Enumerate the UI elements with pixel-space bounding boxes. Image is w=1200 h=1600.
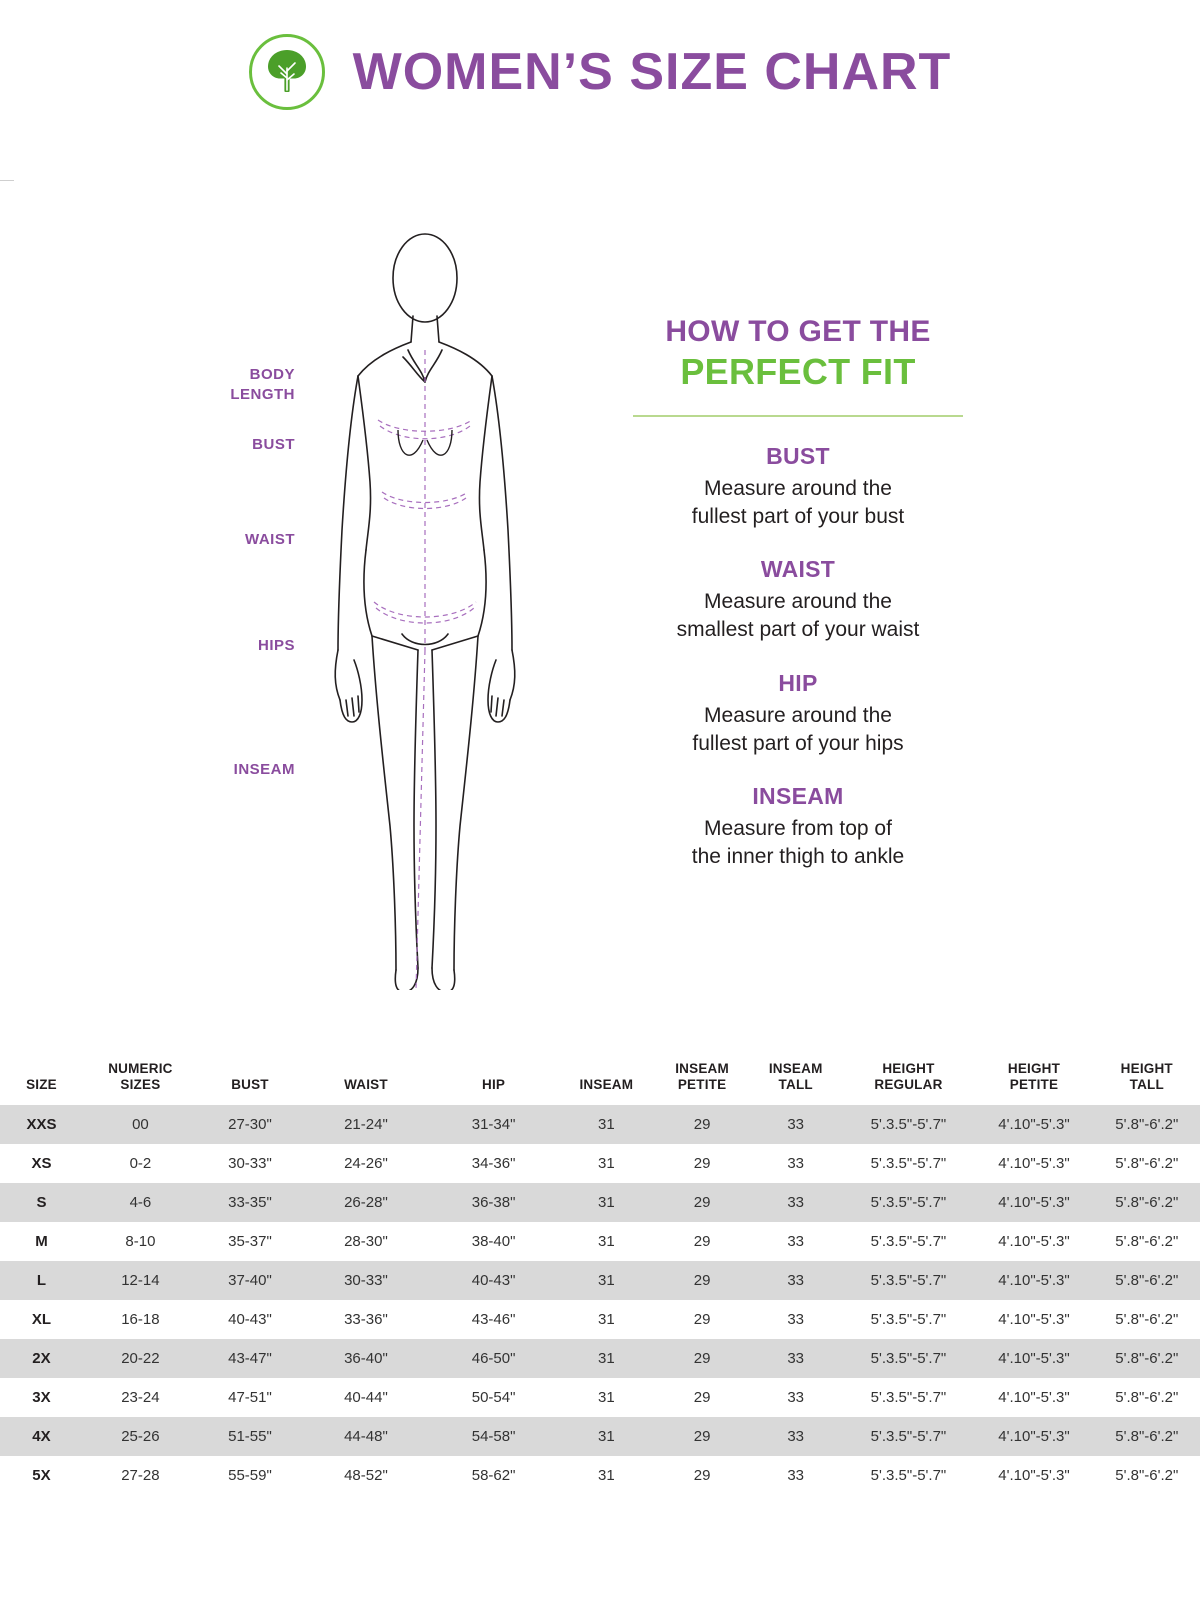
figure-label-body-length [145, 365, 295, 406]
figure-label-inseam: INSEAM [233, 761, 295, 778]
fit-guide-item-bust-desc-line1: Measure around the [704, 477, 892, 500]
table-cell: 31-34" [430, 1105, 558, 1144]
table-cell: 35-37" [228, 1233, 272, 1251]
column-header-inseam-tall [749, 1055, 843, 1105]
table-cell: 29 [655, 1105, 749, 1144]
table-cell-size: 3X [32, 1389, 51, 1407]
table-cell-size: M [35, 1233, 48, 1251]
table-cell: 33 [787, 1467, 805, 1485]
column-header-hip [430, 1055, 558, 1105]
table-cell: 5'.3.5"-5'.7" [843, 1105, 975, 1144]
column-header-height-tall-line2: TALL [1129, 1077, 1164, 1093]
table-cell: 24-26" [344, 1155, 388, 1173]
table-cell: 31 [598, 1233, 615, 1251]
table-cell: 5'.8"-6'.2" [1094, 1339, 1200, 1378]
table-cell: 33 [787, 1233, 805, 1251]
fit-guide-item-waist-title: WAIST [760, 556, 836, 583]
table-cell: 33 [749, 1417, 843, 1456]
table-cell: 4'.10"-5'.3" [974, 1183, 1093, 1222]
table-row [0, 1261, 1200, 1300]
table-body [0, 1105, 1200, 1495]
fit-guide-item-waist-desc-line2: smallest part of your waist [676, 618, 920, 642]
table-cell: 36-40" [302, 1339, 430, 1378]
fit-guide-item-bust-title: BUST [766, 443, 830, 469]
column-header-bust-line1: BUST [231, 1077, 269, 1093]
table-cell: 5'.3.5"-5'.7" [843, 1339, 975, 1378]
table-cell: 33 [787, 1155, 805, 1173]
column-header-height-petite-line2: PETITE [1009, 1077, 1059, 1093]
column-header-height-regular-line2: REGULAR [874, 1077, 943, 1093]
table-row [0, 1105, 1200, 1144]
table-cell: 4'.10"-5'.3" [998, 1155, 1070, 1173]
table-cell: 30-33" [302, 1261, 430, 1300]
table-cell: 4'.10"-5'.3" [998, 1467, 1070, 1485]
table-cell: 27-28 [121, 1467, 160, 1485]
table-cell: 58-62" [471, 1467, 516, 1485]
column-header-inseam [557, 1055, 655, 1105]
table-cell-size: S [0, 1183, 83, 1222]
table-cell: 5'.3.5"-5'.7" [870, 1233, 947, 1251]
table-cell: 16-18 [121, 1311, 160, 1329]
column-header-inseam-petite-line1: INSEAM [675, 1061, 729, 1076]
table-cell: 31 [598, 1155, 615, 1173]
table-cell: 5'.3.5"-5'.7" [870, 1311, 947, 1329]
table-cell: 4-6 [83, 1183, 198, 1222]
table-cell: 44-48" [302, 1417, 430, 1456]
table-cell: 31 [557, 1339, 655, 1378]
table-cell: 29 [655, 1183, 749, 1222]
table-cell-size: L [0, 1261, 83, 1300]
table-cell: 20-22 [83, 1339, 198, 1378]
fit-guide-item-waist-desc-line1: Measure around the [704, 590, 892, 614]
table-row [0, 1300, 1200, 1339]
table-cell: 31 [557, 1417, 655, 1456]
table-cell: 33 [787, 1311, 805, 1329]
table-cell: 29 [693, 1467, 711, 1485]
table-cell: 29 [655, 1339, 749, 1378]
table-cell: 36-38" [430, 1183, 558, 1222]
table-cell: 5'.3.5"-5'.7" [843, 1417, 975, 1456]
table-cell: 28-30" [344, 1233, 388, 1251]
table-row [0, 1339, 1200, 1378]
table-row [0, 1378, 1200, 1417]
fit-guide-heading-line1: HOW TO GET THE [665, 315, 931, 348]
table-cell-size: XL [31, 1311, 52, 1329]
table-cell: 43-46" [471, 1311, 516, 1329]
table-cell: 54-58" [430, 1417, 558, 1456]
fit-guide-item-hip [598, 670, 998, 757]
column-header-hip-line1: HIP [482, 1077, 506, 1093]
table-cell: 51-55" [198, 1417, 302, 1456]
table-cell: 33-35" [198, 1183, 302, 1222]
table-cell: 5'.8"-6'.2" [1094, 1417, 1200, 1456]
table-cell: 31 [598, 1311, 615, 1329]
table-cell: 5'.8"-6'.2" [1115, 1311, 1179, 1329]
table-cell: 50-54" [471, 1389, 516, 1407]
table-row [0, 1417, 1200, 1456]
table-cell: 25-26 [83, 1417, 198, 1456]
table-cell: 26-28" [302, 1183, 430, 1222]
table-row [0, 1222, 1200, 1261]
table-cell: 37-40" [198, 1261, 302, 1300]
figure-label-waist: WAIST [245, 531, 295, 548]
column-header-waist-line1: WAIST [344, 1077, 388, 1093]
table-cell: 4'.10"-5'.3" [974, 1417, 1093, 1456]
table-cell: 43-47" [198, 1339, 302, 1378]
fit-guide-item-inseam [598, 783, 998, 870]
table-cell-size: 5X [32, 1467, 51, 1485]
column-header-bust [198, 1055, 302, 1105]
figure-label-body-length-line2: LENGTH [230, 386, 295, 404]
page-title: WOMEN’S SIZE CHART [352, 43, 952, 101]
column-header-height-petite [974, 1055, 1093, 1105]
fit-guide-item-hip-desc-line2: fullest part of your hips [692, 731, 904, 755]
column-header-height-tall [1094, 1055, 1200, 1105]
column-header-size-line1: SIZE [26, 1077, 57, 1093]
table-cell: 5'.8"-6'.2" [1115, 1389, 1179, 1407]
table-cell: 33 [787, 1389, 805, 1407]
table-cell: 31 [598, 1467, 615, 1485]
table-cell: 29 [693, 1311, 711, 1329]
column-header-height-regular-line1: HEIGHT [882, 1061, 935, 1076]
table-cell: 5'.3.5"-5'.7" [870, 1389, 947, 1407]
column-header-numeric-sizes [83, 1055, 198, 1105]
fit-guide-item-hip-title: HIP [778, 669, 818, 696]
column-header-inseam-petite-line2: PETITE [677, 1077, 727, 1093]
table-cell: 48-52" [344, 1467, 388, 1485]
column-header-inseam-tall-line2: TALL [778, 1077, 813, 1093]
table-cell: 33 [749, 1261, 843, 1300]
column-header-height-regular [843, 1055, 975, 1105]
table-cell: 5'.8"-6'.2" [1115, 1155, 1179, 1173]
table-cell: 30-33" [228, 1155, 272, 1173]
table-cell: 00 [83, 1105, 198, 1144]
table-cell: 31 [557, 1183, 655, 1222]
figure-label-hips: HIPS [257, 637, 295, 654]
table-cell: 40-43" [430, 1261, 558, 1300]
column-header-height-tall-line1: HEIGHT [1120, 1061, 1173, 1076]
table-cell: 29 [655, 1417, 749, 1456]
table-header-row [0, 1055, 1200, 1105]
fit-guide-divider [633, 415, 963, 417]
column-header-inseam-petite [655, 1055, 749, 1105]
table-cell: 40-44" [344, 1389, 388, 1407]
table-cell: 4'.10"-5'.3" [998, 1311, 1070, 1329]
table-cell: 27-30" [198, 1105, 302, 1144]
table-cell: 46-50" [430, 1339, 558, 1378]
column-header-numeric-line1: NUMERIC [108, 1061, 173, 1076]
size-chart-table [0, 1055, 1200, 1495]
table-cell: 21-24" [302, 1105, 430, 1144]
table-cell: 29 [655, 1261, 749, 1300]
fit-guide-heading-line2: PERFECT FIT [680, 351, 916, 392]
table-cell: 31 [598, 1389, 615, 1407]
table-cell: 5'.3.5"-5'.7" [843, 1261, 975, 1300]
fit-guide-item-waist [598, 556, 998, 643]
table-cell: 40-43" [228, 1311, 272, 1329]
table-cell-size: XXS [0, 1105, 83, 1144]
table-cell: 33 [749, 1339, 843, 1378]
measurement-guide-section [0, 110, 1200, 1020]
table-cell: 5'.8"-6'.2" [1094, 1105, 1200, 1144]
figure-label-bust: BUST [252, 436, 295, 453]
tree-logo-icon [249, 34, 325, 110]
table-row [0, 1456, 1200, 1495]
table-cell: 5'.3.5"-5'.7" [870, 1155, 947, 1173]
size-chart-table-wrapper [0, 1055, 1200, 1495]
column-header-inseam-tall-line1: INSEAM [768, 1061, 823, 1076]
table-cell: 5'.8"-6'.2" [1115, 1467, 1179, 1485]
table-row [0, 1144, 1200, 1183]
table-cell-size: 4X [0, 1417, 83, 1456]
table-cell: 5'.8"-6'.2" [1094, 1183, 1200, 1222]
table-cell: 5'.8"-6'.2" [1115, 1233, 1179, 1251]
column-header-height-petite-line1: HEIGHT [1007, 1061, 1061, 1076]
table-cell: 8-10 [125, 1233, 156, 1251]
table-cell: 38-40" [471, 1233, 516, 1251]
table-cell: 33 [749, 1105, 843, 1144]
table-cell: 5'.3.5"-5'.7" [843, 1183, 975, 1222]
column-header-waist [302, 1055, 430, 1105]
column-header-size [0, 1055, 83, 1105]
table-cell: 4'.10"-5'.3" [998, 1233, 1070, 1251]
fit-guide-item-hip-desc-line1: Measure around the [704, 703, 892, 727]
table-cell: 23-24 [121, 1389, 160, 1407]
table-cell: 4'.10"-5'.3" [974, 1105, 1093, 1144]
fit-guide-column [598, 315, 998, 871]
table-header [0, 1055, 1200, 1105]
page-header [0, 0, 1200, 110]
table-cell: 55-59" [228, 1467, 272, 1485]
fit-guide-item-inseam-title: INSEAM [752, 783, 844, 810]
table-cell: 47-51" [228, 1389, 272, 1407]
table-cell: 31 [557, 1105, 655, 1144]
column-header-inseam-line1: INSEAM [579, 1077, 634, 1093]
fit-guide-item-bust-desc-line2: fullest part of your bust [691, 504, 905, 528]
table-row [0, 1183, 1200, 1222]
table-cell: 5'.8"-6'.2" [1094, 1261, 1200, 1300]
female-body-outline-illustration [290, 230, 560, 990]
column-header-numeric-line2: SIZES [120, 1077, 161, 1093]
table-cell: 29 [693, 1155, 711, 1173]
table-cell: 12-14 [83, 1261, 198, 1300]
table-cell: 34-36" [471, 1155, 516, 1173]
table-cell: 0-2 [129, 1155, 152, 1173]
table-cell-size: 2X [0, 1339, 83, 1378]
fit-guide-item-inseam-desc-line1: Measure from top of [704, 817, 892, 841]
fit-guide-item-bust [598, 443, 998, 530]
table-cell: 5'.3.5"-5'.7" [870, 1467, 947, 1485]
table-cell: 4'.10"-5'.3" [974, 1261, 1093, 1300]
table-cell: 31 [557, 1261, 655, 1300]
table-cell: 4'.10"-5'.3" [998, 1389, 1070, 1407]
fit-guide-item-inseam-desc-line2: the inner thigh to ankle [691, 845, 905, 869]
table-cell: 4'.10"-5'.3" [974, 1339, 1093, 1378]
figure-label-body-length-line1: BODY [249, 366, 295, 383]
table-cell: 33-36" [344, 1311, 388, 1329]
table-cell: 29 [693, 1389, 711, 1407]
table-cell: 29 [693, 1233, 711, 1251]
table-cell-size: XS [31, 1155, 52, 1173]
table-cell: 33 [749, 1183, 843, 1222]
